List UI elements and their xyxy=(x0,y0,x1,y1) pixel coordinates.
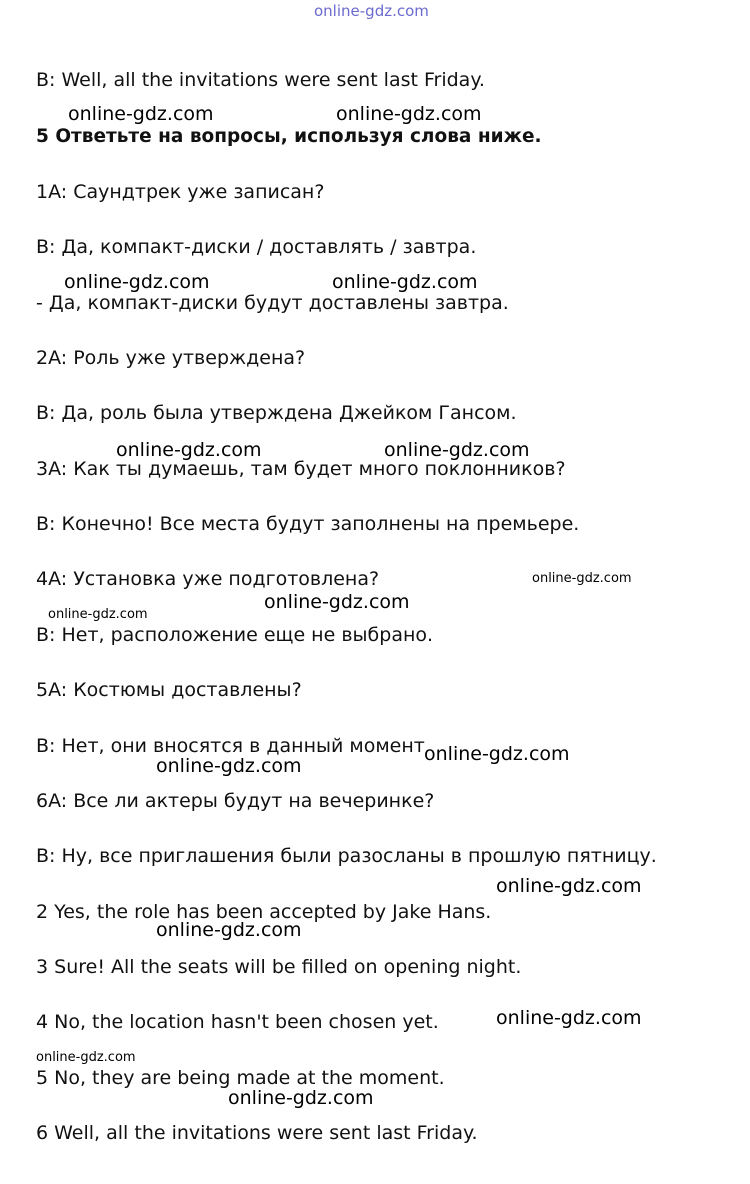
answer-line: B: Нет, расположение еще не выбрано. xyxy=(36,624,434,646)
answer-line: 2 Yes, the role has been accepted by Jake Hans. xyxy=(36,901,492,923)
answer-line: B: Нет, они вносятся в данный момент xyxy=(36,735,425,757)
watermark: online-gdz.com xyxy=(36,1050,136,1065)
watermark: online-gdz.com xyxy=(424,743,570,765)
watermark: online-gdz.com xyxy=(332,271,478,293)
prompt-line: B: Да, компакт-диски / доставлять / завтра. xyxy=(36,236,477,258)
question-line: 3A: Как ты думаешь, там будет много поклонников? xyxy=(36,458,566,480)
watermark: online-gdz.com xyxy=(336,103,482,125)
watermark: online-gdz.com xyxy=(384,439,530,461)
question-line: 6A: Все ли актеры будут на вечеринке? xyxy=(36,790,435,812)
watermark: online-gdz.com xyxy=(496,875,642,897)
watermark: online-gdz.com xyxy=(116,439,262,461)
answer-line: B: Да, роль была утверждена Джейком Гансом. xyxy=(36,402,517,424)
question-line: 1A: Саундтрек уже записан? xyxy=(36,181,325,203)
watermark: online-gdz.com xyxy=(156,919,302,941)
watermark: online-gdz.com xyxy=(64,271,210,293)
answer-line: 5 No, they are being made at the moment. xyxy=(36,1067,445,1089)
watermark: online-gdz.com xyxy=(532,571,632,586)
watermark: online-gdz.com xyxy=(264,591,410,613)
watermark: online-gdz.com xyxy=(48,607,148,622)
answer-line: B: Ну, все приглашения были разосланы в прошлую пятницу. xyxy=(36,845,657,867)
exercise-heading: 5 Ответьте на вопросы, используя слова ниже. xyxy=(36,126,542,147)
answer-line: B: Конечно! Все места будут заполнены на премьере. xyxy=(36,513,580,535)
answer-line: 4 No, the location hasn't been chosen yet. xyxy=(36,1011,439,1033)
top-watermark: online-gdz.com xyxy=(314,2,429,20)
watermark: online-gdz.com xyxy=(496,1007,642,1029)
answer-line: - Да, компакт-диски будут доставлены завтра. xyxy=(36,292,509,314)
answer-line: 6 Well, all the invitations were sent last Friday. xyxy=(36,1122,478,1144)
watermark: online-gdz.com xyxy=(228,1087,374,1109)
question-line: 2A: Роль уже утверждена? xyxy=(36,347,306,369)
answer-line: B: Well, all the invitations were sent last Friday. xyxy=(36,69,485,91)
watermark: online-gdz.com xyxy=(156,755,302,777)
answer-line: 3 Sure! All the seats will be filled on opening night. xyxy=(36,956,522,978)
question-line: 4A: Установка уже подготовлена? xyxy=(36,568,380,590)
watermark: online-gdz.com xyxy=(68,103,214,125)
question-line: 5A: Костюмы доставлены? xyxy=(36,679,302,701)
